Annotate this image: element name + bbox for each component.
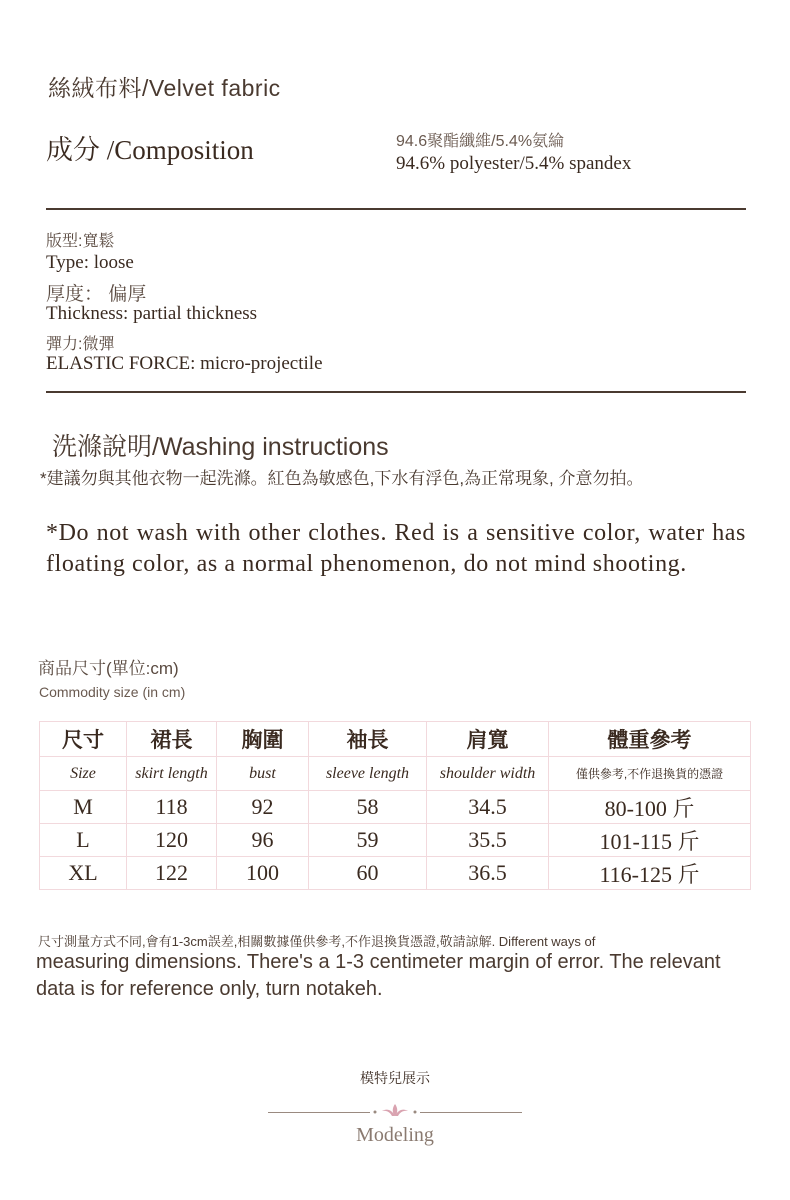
cell-skirt-length: 122 xyxy=(127,857,217,890)
table-header-row-en xyxy=(40,757,751,791)
cell-size: M xyxy=(40,791,127,824)
cell-size: L xyxy=(40,824,127,857)
composition-value-zh: 94.6聚酯纖維/5.4%氨綸 xyxy=(396,133,565,150)
cell-sleeve-length: 60 xyxy=(309,857,427,890)
table-header-row-zh xyxy=(40,722,751,757)
cell-weight: 116-125 斤 xyxy=(549,857,751,890)
header-size-zh: 尺寸 xyxy=(40,722,127,757)
measurement-note-large: measuring dimensions. There's a 1-3 centimeter margin of error. The relevant data is for reference only, turn notakeh. xyxy=(36,951,721,1000)
header-shoulder-width-en: shoulder width xyxy=(427,757,549,791)
elastic-en: ELASTIC FORCE: micro-projectile xyxy=(46,353,323,374)
header-shoulder-width-zh: 肩寬 xyxy=(427,722,549,757)
cell-size: XL xyxy=(40,857,127,890)
cell-weight: 101-115 斤 xyxy=(549,824,751,857)
measurement-note-small: 尺寸測量方式不同,會有1-3cm誤差,相關數據僅供參考,不作退換貨憑證,敬請諒解. Different ways of xyxy=(38,934,596,949)
composition-value-en: 94.6% polyester/5.4% spandex xyxy=(396,153,632,174)
washing-text-en: *Do not wash with other clothes. Red is a sensitive color, water has floating color, as a normal phenomenon, do not mind shooting. xyxy=(46,520,746,577)
table-row xyxy=(40,824,751,857)
cell-shoulder-width: 35.5 xyxy=(427,824,549,857)
type-en: Type: loose xyxy=(46,252,134,273)
thickness-zh: 厚度： 偏厚 xyxy=(46,284,147,305)
size-table-title: 商品尺寸(單位:cm) xyxy=(38,659,179,678)
cell-shoulder-width: 36.5 xyxy=(427,857,549,890)
composition-label: 成分 /Composition xyxy=(46,135,254,165)
modeling-label-zh: 模特兒展示 xyxy=(360,1070,430,1086)
modeling-label-en: Modeling xyxy=(356,1124,434,1146)
header-sleeve-length-en: sleeve length xyxy=(309,757,427,791)
ornament-line-right xyxy=(420,1112,522,1113)
flourish-icon xyxy=(370,1100,420,1122)
cell-bust: 96 xyxy=(217,824,309,857)
cell-sleeve-length: 58 xyxy=(309,791,427,824)
divider-top xyxy=(46,208,746,210)
cell-skirt-length: 118 xyxy=(127,791,217,824)
header-skirt-length-zh: 裙長 xyxy=(127,722,217,757)
thickness-en: Thickness: partial thickness xyxy=(46,303,258,324)
header-weight-zh: 體重參考 xyxy=(549,722,751,757)
header-skirt-length-en: skirt length xyxy=(127,757,217,791)
header-sleeve-length-zh: 袖長 xyxy=(309,722,427,757)
size-table-subtitle: Commodity size (in cm) xyxy=(39,684,186,700)
table-row xyxy=(40,857,751,890)
divider-bottom xyxy=(46,391,746,393)
cell-bust: 100 xyxy=(217,857,309,890)
type-zh: 版型:寬鬆 xyxy=(46,233,115,250)
cell-shoulder-width: 34.5 xyxy=(427,791,549,824)
cell-skirt-length: 120 xyxy=(127,824,217,857)
table-row xyxy=(40,791,751,824)
header-weight-note: 僅供參考,不作退換貨的憑證 xyxy=(549,757,751,791)
ornament-line-left xyxy=(268,1112,370,1113)
washing-title: 洗滌說明/Washing instructions xyxy=(52,433,389,461)
size-table xyxy=(39,721,751,890)
cell-weight: 80-100 斤 xyxy=(549,791,751,824)
header-bust-en: bust xyxy=(217,757,309,791)
header-size-en: Size xyxy=(40,757,127,791)
header-bust-zh: 胸圍 xyxy=(217,722,309,757)
washing-text-zh: *建議勿與其他衣物一起洗滌。紅色為敏感色,下水有浮色,為正常現象, 介意勿拍。 xyxy=(40,469,644,488)
fabric-title: 絲絨布料/Velvet fabric xyxy=(48,75,281,101)
elastic-zh: 彈力:微彈 xyxy=(46,336,115,353)
cell-bust: 92 xyxy=(217,791,309,824)
cell-sleeve-length: 59 xyxy=(309,824,427,857)
